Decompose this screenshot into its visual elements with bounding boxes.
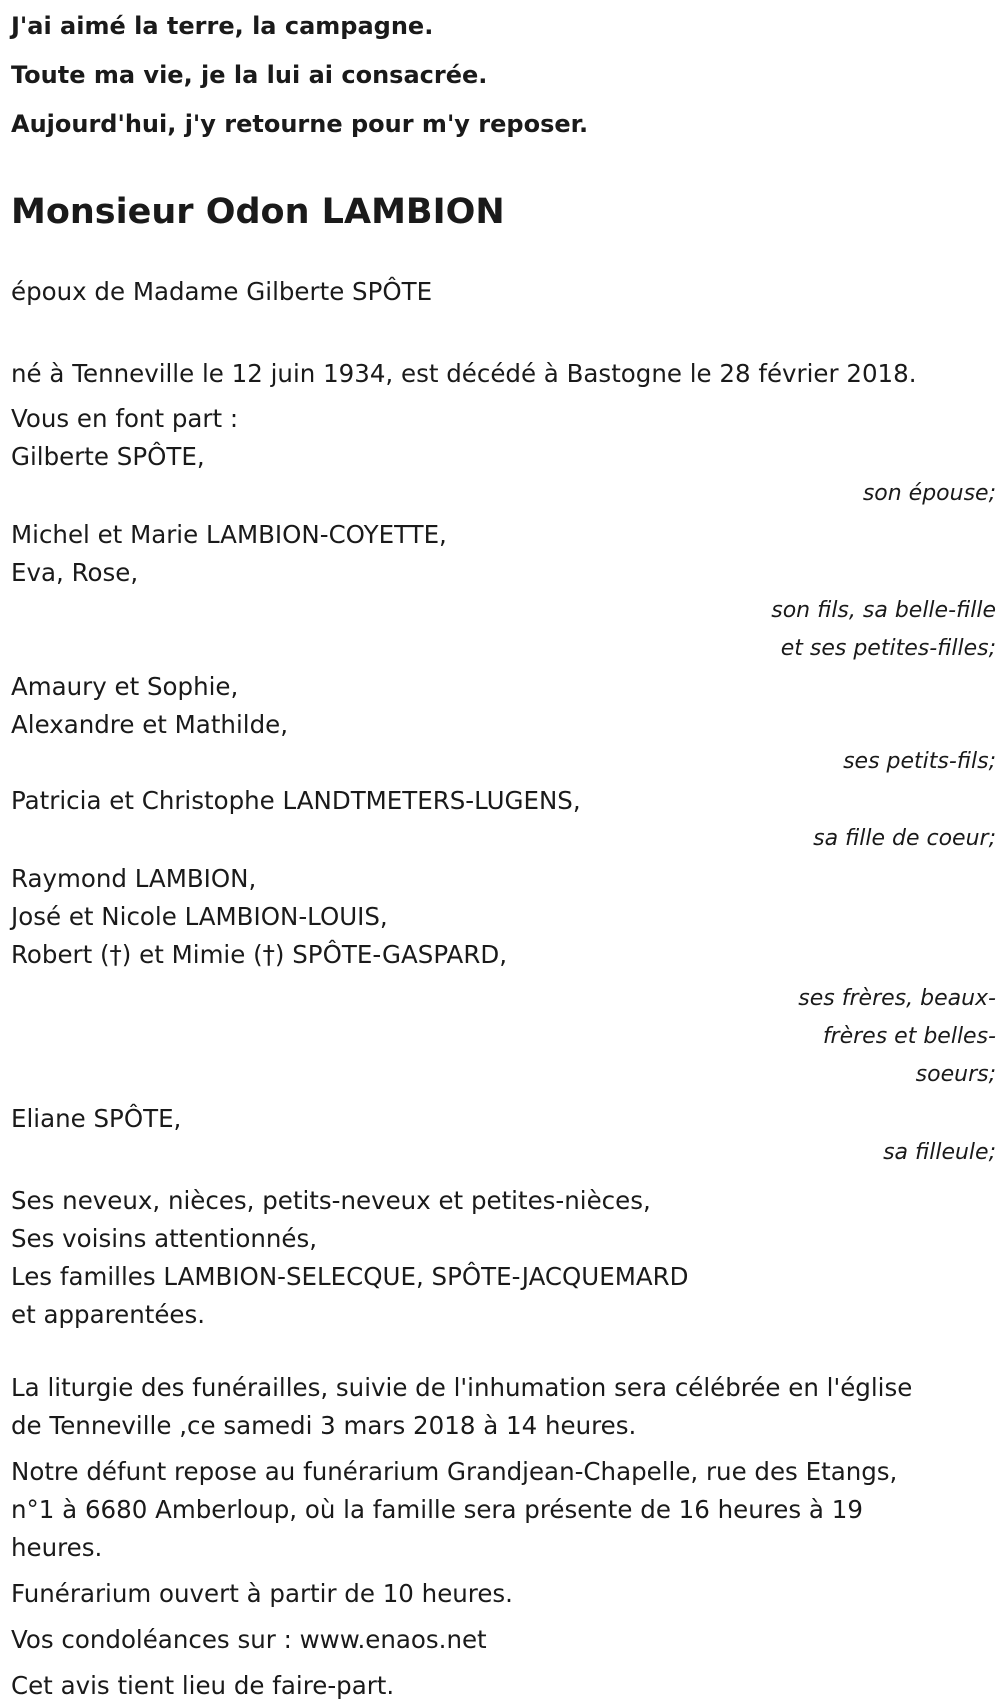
family-group — [11, 438, 996, 512]
family-group — [11, 860, 996, 1094]
announcers-intro: Vous en font part : — [11, 404, 239, 433]
poem-line: J'ai aimé la terre, la campagne. — [11, 12, 434, 40]
family-group — [11, 782, 996, 858]
family-group — [11, 1100, 996, 1168]
family-relation: sa filleule; — [883, 1140, 996, 1165]
other-relatives-line: Ses neveux, nièces, petits-neveux et petites-nièces, — [11, 1186, 651, 1215]
family-names: Gilberte SPÔTE, — [11, 442, 205, 471]
family-relation: et ses petites-filles; — [780, 636, 996, 661]
family-relation: frères et belles- — [822, 1024, 996, 1049]
family-names: José et Nicole LAMBION-LOUIS, — [11, 902, 388, 931]
family-relation: sa fille de coeur; — [813, 826, 996, 851]
birth-death-line: né à Tenneville le 12 juin 1934, est décédé à Bastogne le 28 février 2018. — [11, 359, 917, 388]
funerarium-line: Notre défunt repose au funérarium Grandjean-Chapelle, rue des Etangs, — [11, 1457, 898, 1486]
funerarium-line: heures. — [11, 1533, 103, 1562]
poem-line: Aujourd'hui, j'y retourne pour m'y reposer. — [11, 110, 589, 138]
condolences-line: Vos condoléances sur : www.enaos.net — [11, 1625, 487, 1654]
family-group — [11, 668, 996, 780]
family-names: Patricia et Christophe LANDTMETERS-LUGENS, — [11, 786, 581, 815]
liturgy-line: de Tenneville ,ce samedi 3 mars 2018 à 14 heures. — [11, 1411, 637, 1440]
family-names: Robert (†) et Mimie (†) SPÔTE-GASPARD, — [11, 940, 507, 969]
poem-line: Toute ma vie, je la lui ai consacrée. — [11, 61, 488, 89]
funerarium-paragraph — [11, 1453, 996, 1567]
liturgy-paragraph — [11, 1369, 996, 1445]
family-relation: ses frères, beaux- — [798, 986, 996, 1011]
notice-line: Cet avis tient lieu de faire-part. — [11, 1671, 395, 1700]
funerarium-line: n°1 à 6680 Amberloup, où la famille sera présente de 16 heures à 19 — [11, 1495, 863, 1524]
other-relatives-line: Ses voisins attentionnés, — [11, 1224, 318, 1253]
family-relation: ses petits-fils; — [843, 749, 996, 774]
family-names: Michel et Marie LAMBION-COYETTE, — [11, 520, 447, 549]
family-names: Eva, Rose, — [11, 558, 139, 587]
opening-hours: Funérarium ouvert à partir de 10 heures. — [11, 1579, 513, 1608]
family-relation: son épouse; — [862, 481, 996, 506]
family-names: Eliane SPÔTE, — [11, 1104, 182, 1133]
obituary-notice — [11, 0, 996, 1705]
deceased-name: Monsieur Odon LAMBION — [11, 192, 505, 232]
family-names: Alexandre et Mathilde, — [11, 710, 288, 739]
family-relation: soeurs; — [915, 1062, 996, 1087]
liturgy-line: La liturgie des funérailles, suivie de l'inhumation sera célébrée en l'église — [11, 1373, 913, 1402]
other-relatives-line: et apparentées. — [11, 1300, 206, 1329]
other-relatives-line: Les familles LAMBION-SELECQUE, SPÔTE-JACQUEMARD — [11, 1262, 689, 1291]
family-group — [11, 516, 996, 668]
family-names: Amaury et Sophie, — [11, 672, 239, 701]
family-names: Raymond LAMBION, — [11, 864, 257, 893]
other-relatives — [11, 1182, 996, 1334]
spouse-line: époux de Madame Gilberte SPÔTE — [11, 277, 433, 306]
poem — [11, 2, 996, 149]
family-relation: son fils, sa belle-fille — [771, 598, 996, 623]
